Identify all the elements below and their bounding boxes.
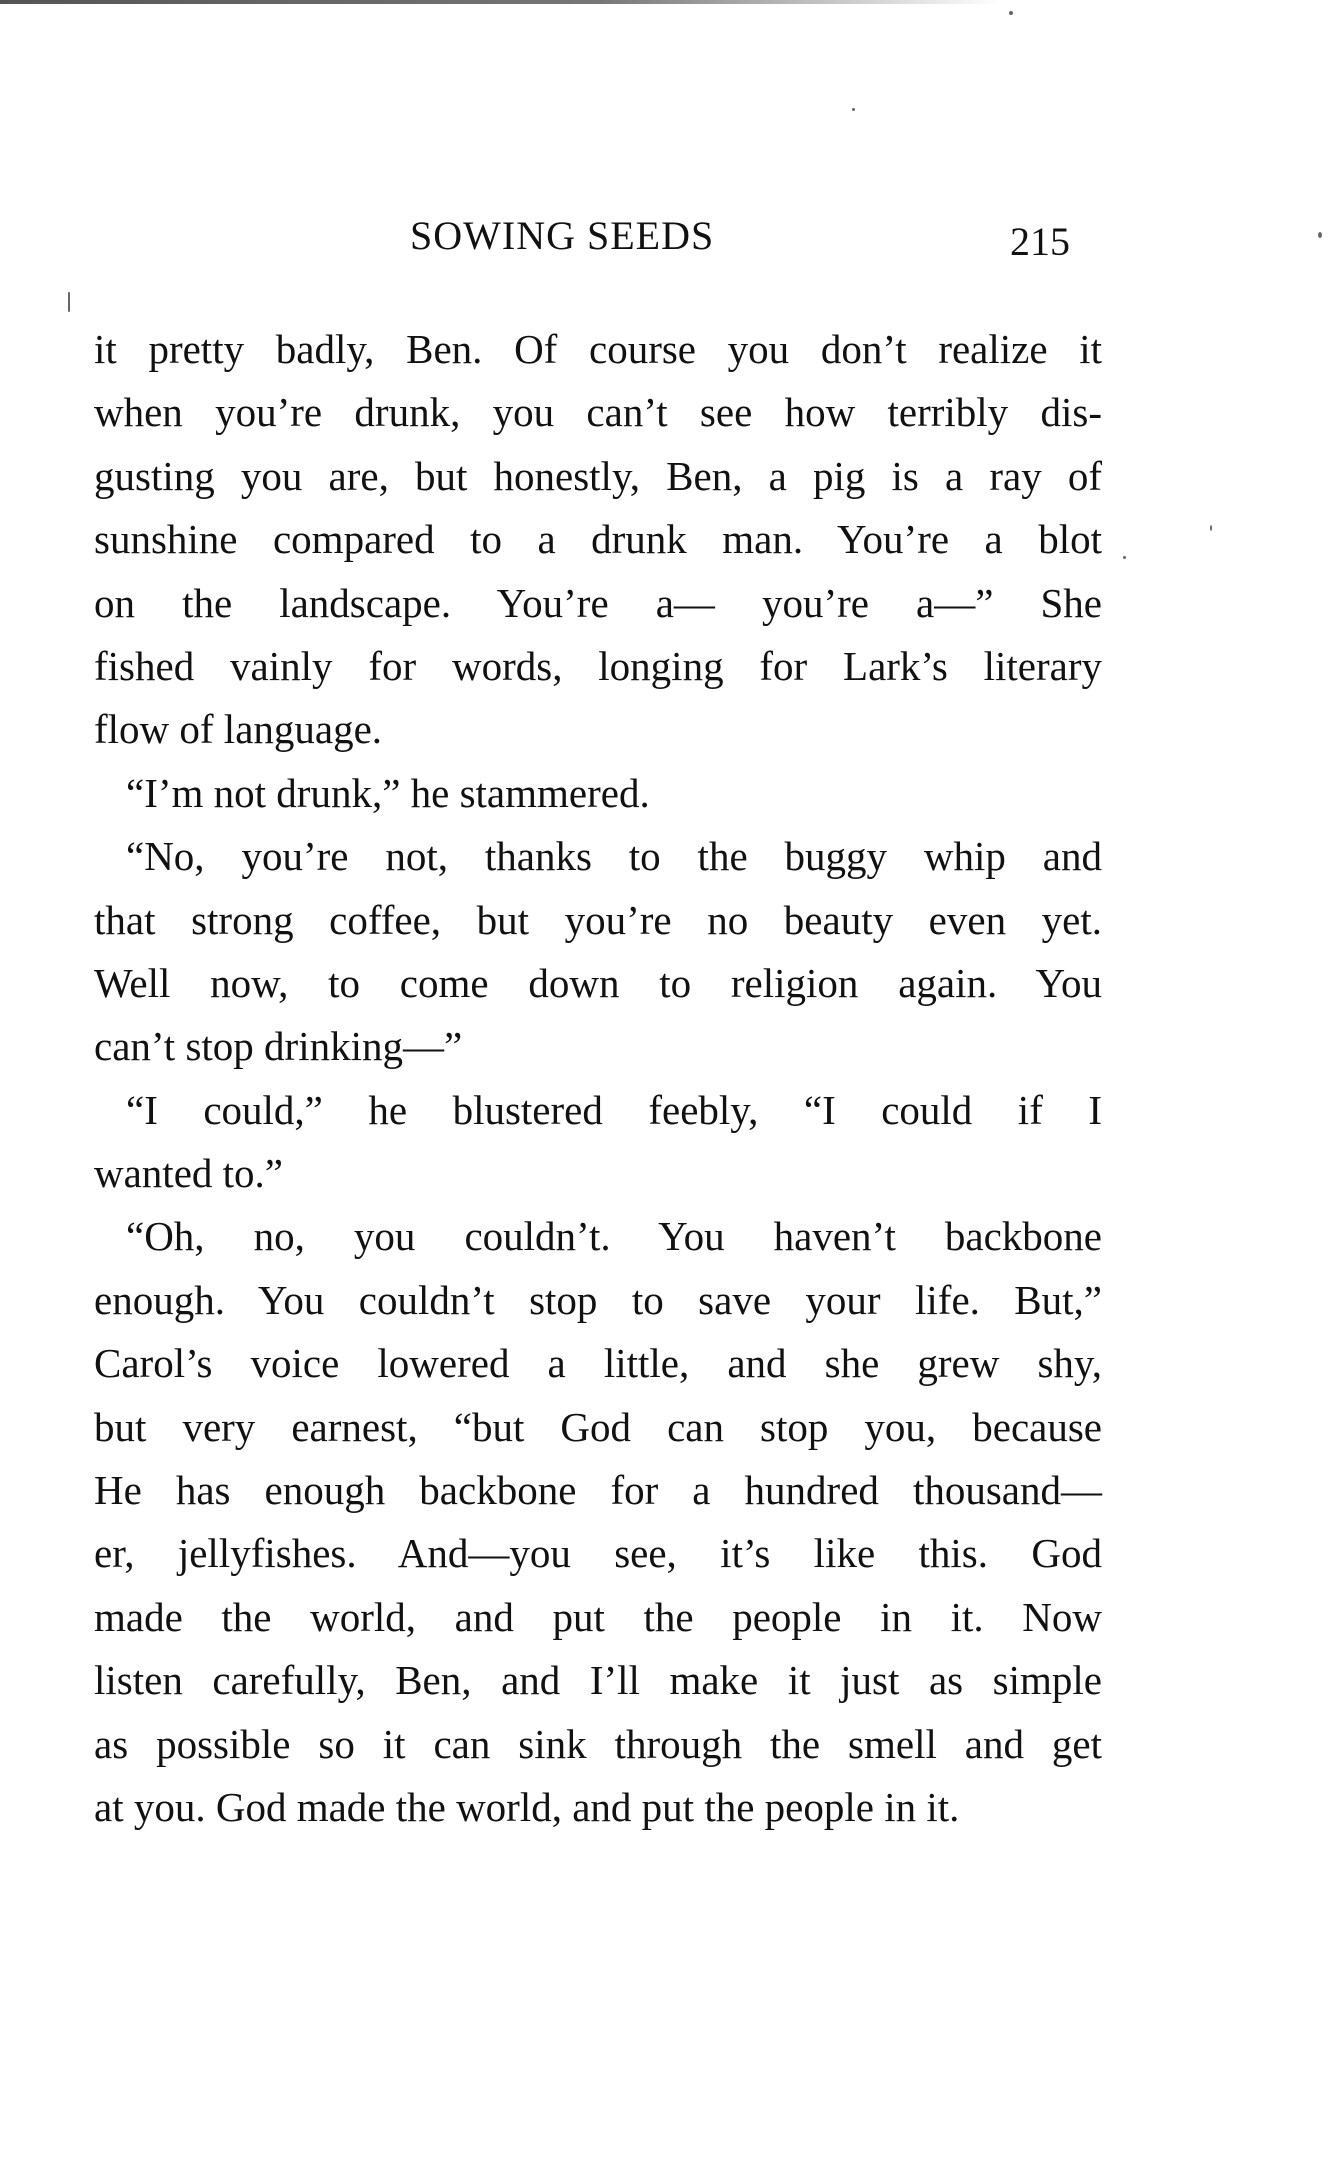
- scan-speck: [1009, 11, 1013, 15]
- scan-speck: [1123, 556, 1126, 559]
- text-line: wanted to.”: [94, 1150, 283, 1197]
- scan-speck: [852, 108, 855, 111]
- text-line: enough. You couldn’t stop to save your life. But,”: [94, 1276, 1102, 1323]
- text-line: er, jellyfishes. And—you see, it’s like this. God: [94, 1530, 1102, 1577]
- page-number: 215: [1010, 219, 1070, 264]
- text-line: “Oh, no, you couldn’t. You haven’t backbone: [126, 1213, 1102, 1260]
- text-line: Carol’s voice lowered a little, and she grew shy,: [94, 1340, 1102, 1387]
- text-line: at you. God made the world, and put the people in it.: [94, 1783, 960, 1830]
- text-line: on the landscape. You’re a— you’re a—” She: [94, 579, 1102, 626]
- text-line: that strong coffee, but you’re no beauty even yet.: [94, 896, 1102, 943]
- text-line: “I’m not drunk,” he stammered.: [126, 769, 650, 816]
- running-title: SOWING SEEDS: [410, 213, 715, 258]
- text-line: listen carefully, Ben, and I’ll make it just as simple: [94, 1657, 1102, 1704]
- text-line: but very earnest, “but God can stop you, because: [94, 1403, 1102, 1450]
- text-line: “No, you’re not, thanks to the buggy whip and: [126, 833, 1102, 880]
- text-line: sunshine compared to a drunk man. You’re a blot: [94, 516, 1102, 563]
- text-line: He has enough backbone for a hundred thousand—: [94, 1467, 1102, 1514]
- body-text: [94, 318, 1102, 1839]
- text-line: fished vainly for words, longing for Lark’s literary: [94, 642, 1102, 689]
- text-line: Well now, to come down to religion again. You: [94, 959, 1102, 1006]
- text-line: “I could,” he blustered feebly, “I could if I: [126, 1086, 1102, 1133]
- scan-speck: [68, 292, 70, 312]
- text-line: it pretty badly, Ben. Of course you don’t realize it: [94, 326, 1102, 372]
- scan-speck: [1210, 525, 1212, 531]
- text-line: can’t stop drinking—”: [94, 1023, 463, 1070]
- text-line: when you’re drunk, you can’t see how terribly dis-: [94, 389, 1102, 436]
- scan-edge-shadow: [0, 0, 1000, 4]
- text-line: made the world, and put the people in it. Now: [94, 1593, 1102, 1640]
- text-line: as possible so it can sink through the smell and get: [94, 1720, 1102, 1767]
- text-line: gusting you are, but honestly, Ben, a pig is a ray of: [94, 452, 1102, 499]
- scan-speck: [1318, 232, 1322, 238]
- text-line: flow of language.: [94, 706, 383, 753]
